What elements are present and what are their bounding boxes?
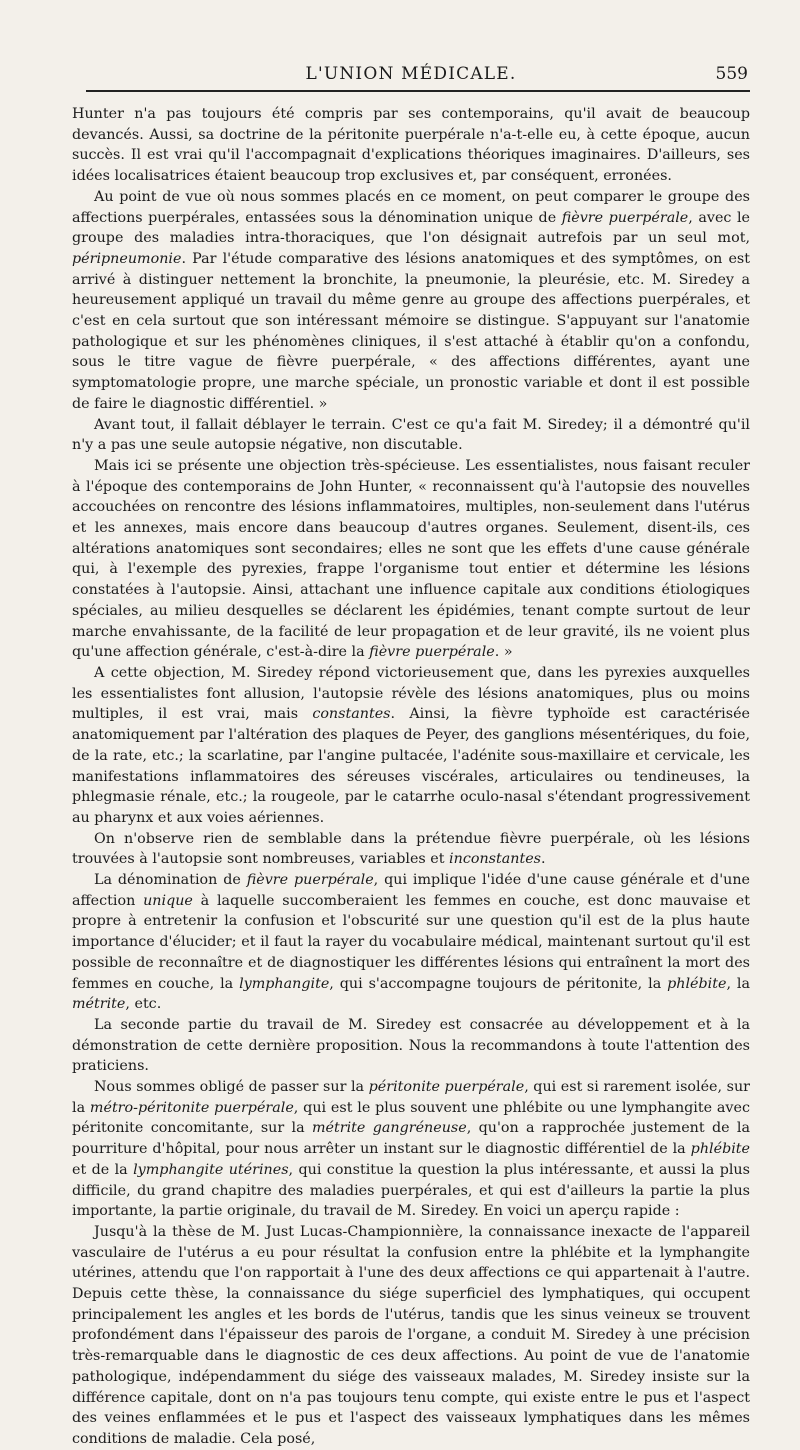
italic-term: fièvre puerpérale (246, 872, 374, 889)
text-run: La dénomination de (94, 872, 247, 889)
italic-term: phlébite (667, 975, 727, 992)
paragraph (72, 663, 750, 829)
text-run: Avant tout, il fallait déblayer le terrain. C'est ce qu'a fait M. Siredey; il a démontré qu'il n'y a pas une seule autopsie négative, non discutable. (72, 416, 750, 454)
text-run: , qui est si rarement isolée, sur la (72, 1079, 750, 1116)
text-run: . Ainsi, la fièvre typhoïde est caractérisée anatomiquement par l'altération des plaques de Peyer, des ganglions mésentériques, du foie, de la rate, etc.; la scarlatine, par l'angine pultacée, l'adénite sous-maxillaire et cervicale, les manifestations inflammatoires des séreuses viscérales, articulaires ou tendineuses, la phlegmasie rénale, etc.; la rougeole, par le catarrhe oculo-nasal s'étendant progressivement au pharynx et aux voies aériennes. (72, 706, 750, 826)
paragraph (72, 829, 750, 870)
page-header (72, 58, 750, 88)
italic-term: lymphangite utérines (133, 1161, 289, 1178)
text-run: à laquelle succomberaient les femmes en couche, est donc mauvaise et propre à entretenir la confusion et l'obscurité sur une question qu'il est de la plus haute importance d'élucider; et il faut la rayer du vocabulaire médical, maintenant surtout qu'il est possible de reconnaître et de diagnostiquer les différentes lésions qui entraînent la mort des femmes en couche, la (72, 892, 751, 992)
paragraph (72, 1015, 750, 1077)
paragraph (72, 1077, 750, 1222)
paragraph (72, 104, 750, 187)
text-run: Hunter n'a pas toujours été compris par ses contemporains, qu'il avait de beaucoup devancés. Aussi, sa doctrine de la péritonite puerpérale n'a-t-elle eu, à cette époque, aucun succès. Il est vrai qu'il l'accompagnait d'explications théoriques imaginaires. D'ailleurs, ses idées localisatrices étaient beaucoup trop exclusives et, par conséquent, erronées. (72, 106, 750, 185)
text-run: On n'observe rien de semblable dans la prétendue fièvre puerpérale, où les lésions trouvées à l'autopsie sont nombreuses, variables et (72, 830, 750, 868)
italic-term: métro-péritonite puerpérale (89, 1099, 294, 1116)
italic-term: péritonite puerpérale (368, 1079, 525, 1096)
italic-term: unique (143, 892, 193, 909)
text-run: , la (726, 975, 750, 992)
paragraph (72, 456, 750, 663)
text-run: Au point de vue où nous sommes placés en ce moment, on peut comparer le groupe des affections puerpérales, entassées sous la dénomination unique de (72, 188, 750, 226)
italic-term: métrite (72, 996, 126, 1013)
italic-term: métrite gangréneuse (311, 1120, 467, 1137)
text-run: , avec le groupe des maladies intra-thoraciques, que l'on désignait autrefois par un seul mot, (72, 209, 750, 247)
text-run: Jusqu'à la thèse de M. Just Lucas-Championnière, la connaissance inexacte de l'appareil vasculaire de l'utérus a eu pour résultat la confusion entre la phlébite et la lymphangite utérines, attendu que l'on rapportait à l'une des deux affections ce qui appartenait à l'autre. Depuis cette thèse, la connaissance du siége superficiel des lymphatiques, qui occupent principalement les angles et les bords de l'utérus, tandis que les sinus veineux se trouvent profondément dans l'épaisseur des parois de l'organe, a conduit M. Siredey à une précision très-remarquable dans le diagnostic de ces deux affections. Au point de vue de l'anatomie pathologique, indépendamment du siége des vaisseaux malades, M. Siredey insiste sur la différence capitale, dont on n'a pas toujours tenu compte, qui existe entre le pus et l'aspect des veines enflammées et le pus et l'aspect des vaisseaux lymphatiques dans les mêmes conditions de maladie. Cela posé, (72, 1223, 750, 1447)
header-rule (86, 90, 750, 92)
text-run: Mais ici se présente une objection très-spécieuse. Les essentialistes, nous faisant reculer à l'époque des contemporains de John Hunter, « reconnaissent qu'à l'autopsie des nouvelles accouchées on rencontre des lésions inflammatoires, multiples, non-seulement dans l'utérus et les annexes, mais encore dans beaucoup d'autres organes. Seulement, disent-ils, ces altérations anatomiques sont secondaires; elles ne sont que les effets d'une cause générale qui, à l'exemple des pyrexies, frappe l'organisme tout entier et détermine les lésions constatées à l'autopsie. Ainsi, attachant une influence capitale aux conditions étiologiques spéciales, au milieu desquelles se déclarent les épidémies, tenant compte surtout de leur marche envahissante, de la facilité de leur propagation et de leur gravité, ils ne voient plus qu'une affection générale, c'est-à-dire la (72, 457, 750, 661)
italic-term: phlébite (690, 1141, 750, 1158)
text-run: , qui est le plus souvent une phlébite ou une lymphangite avec péritonite concomitante, sur la (72, 1099, 750, 1137)
page-number: 559 (715, 64, 748, 84)
italic-term: inconstantes (449, 851, 542, 868)
italic-term: fièvre puerpérale (561, 209, 689, 226)
italic-term: constantes (312, 706, 391, 723)
text-run: , etc. (125, 996, 162, 1013)
text-run: Nous sommes obligé de passer sur la (94, 1079, 369, 1096)
paragraph (72, 415, 750, 456)
text-run: . Par l'étude comparative des lésions anatomiques et des symptômes, on est arrivé à distinguer nettement la bronchite, la pneumonie, la pleurésie, etc. M. Siredey a heureusement appliqué un travail du même genre au groupe des affections puerpérales, et c'est en cela surtout que son intéressant mémoire se distingue. S'appuyant sur l'anatomie pathologique et sur les phénomènes cliniques, il s'est attaché à établir qu'on a confondu, sous le titre vague de fièvre puerpérale, « des affections différentes, ayant une symptomatologie propre, une marche spéciale, un pronostic variable et dont il est possible de faire le diagnostic différentiel. » (72, 250, 750, 412)
text-run: et de la (72, 1161, 134, 1178)
text-run: La seconde partie du travail de M. Siredey est consacrée au développement et à la démonstration de cette dernière proposition. Nous la recommandons à toute l'attention des praticiens. (72, 1016, 750, 1075)
italic-term: lymphangite (239, 975, 330, 992)
article-body (72, 104, 750, 1450)
italic-term: péripneumonie (72, 250, 182, 267)
paragraph (72, 1222, 750, 1450)
text-run: . » (494, 644, 513, 661)
text-run: A cette objection, M. Siredey répond victorieusement que, dans les pyrexies auxquelles les essentialistes font allusion, l'autopsie révèle des lésions anatomiques, plus ou moins multiples, il est vrai, mais (72, 664, 750, 723)
text-run: , qu'on a rapprochée justement de la pourriture d'hôpital, pour nous arrêter un instant sur le diagnostic différentiel de la (72, 1120, 750, 1158)
running-title: L'UNION MÉDICALE. (305, 64, 517, 84)
text-run: , qui s'accompagne toujours de péritonite, la (329, 975, 668, 992)
paragraph (72, 870, 750, 1015)
text-run: . (541, 851, 546, 868)
paragraph (72, 187, 750, 415)
italic-term: fièvre puerpérale (369, 644, 495, 661)
text-run: , qui implique l'idée d'une cause générale et d'une affection (72, 872, 750, 909)
text-run: , qui constitue la question la plus intéressante, et aussi la plus difficile, du grand chapitre des maladies puerpérales, et qui est d'ailleurs la partie la plus importante, la partie originale, du travail de M. Siredey. En voici un aperçu rapide : (72, 1161, 750, 1220)
